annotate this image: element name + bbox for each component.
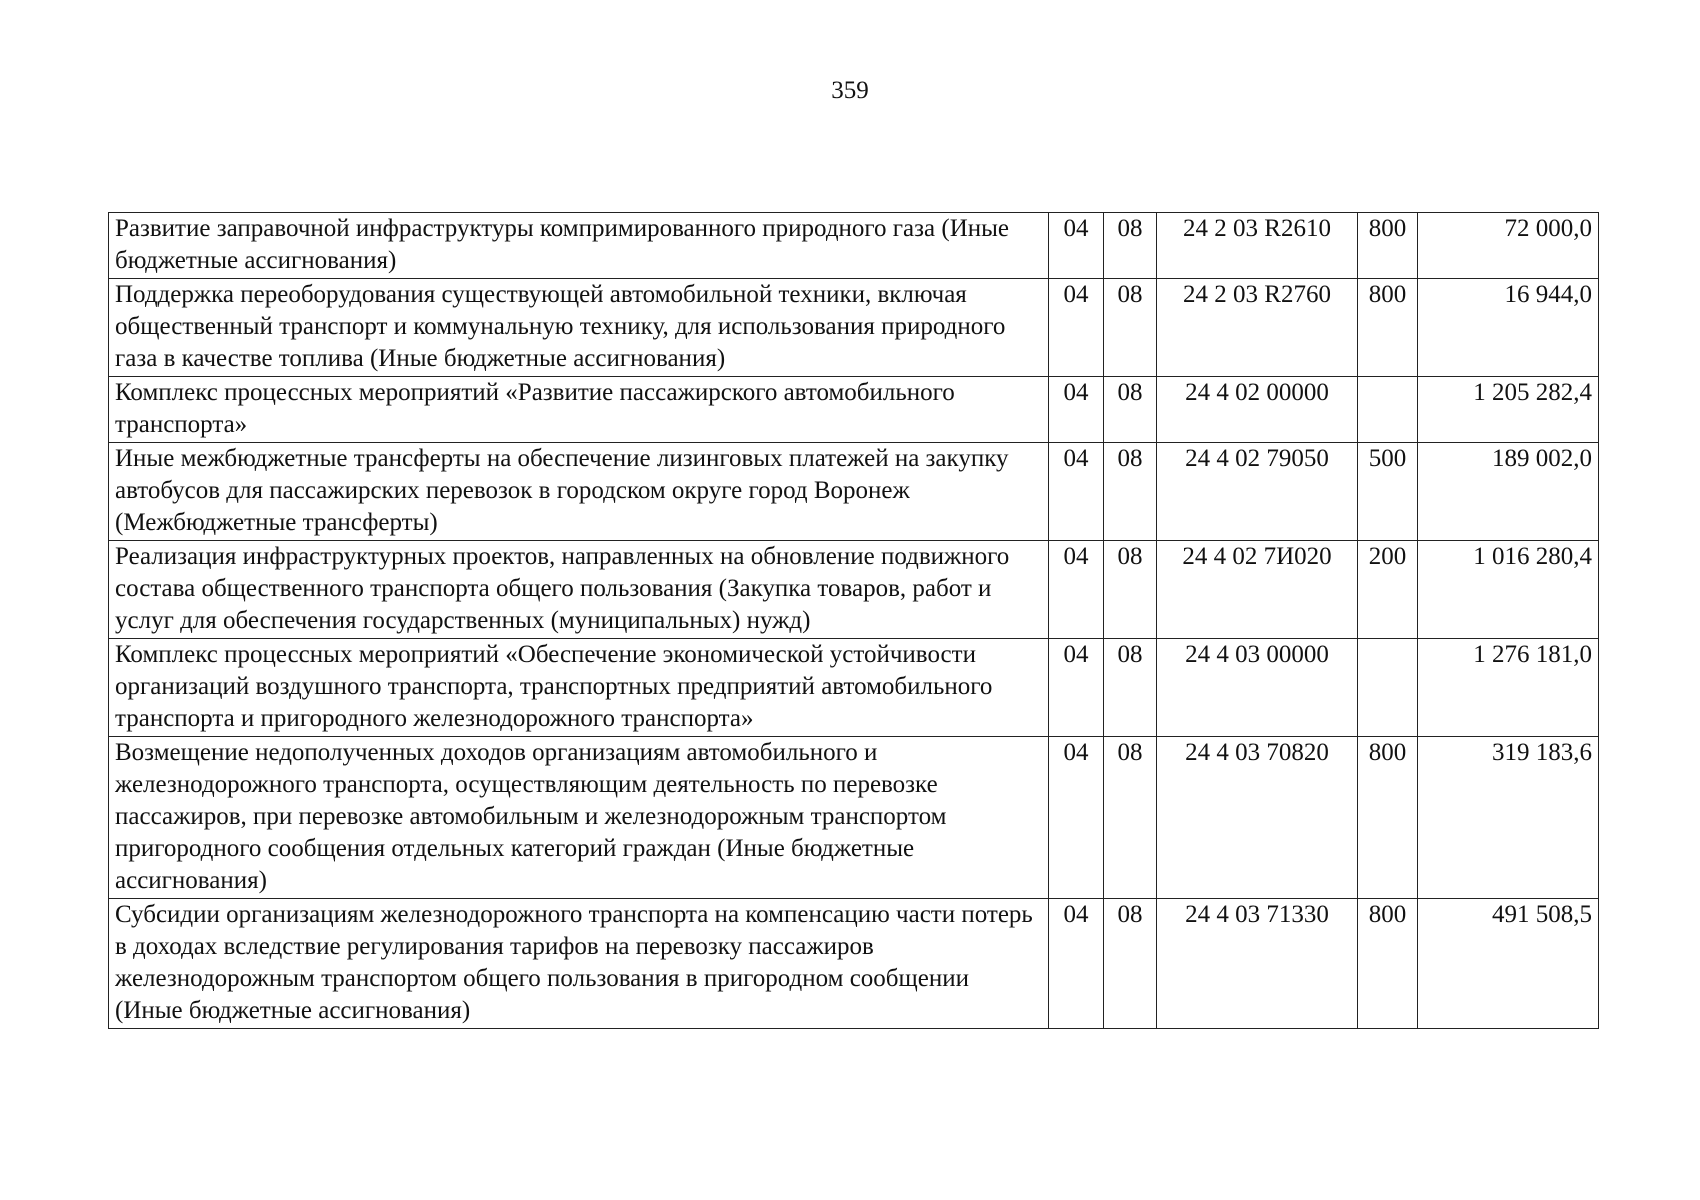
row-subsection-code: 08 <box>1104 213 1157 279</box>
row-subsection-code: 08 <box>1104 279 1157 377</box>
row-section-code: 04 <box>1049 377 1104 443</box>
row-expense-type-code: 800 <box>1358 279 1418 377</box>
row-amount: 1 276 181,0 <box>1418 639 1599 737</box>
row-target-article-code: 24 2 03 R2610 <box>1157 213 1358 279</box>
table-row <box>109 541 1599 639</box>
row-name: Субсидии организациям железнодорожного транспорта на компенсацию части потерь в доходах вследствие регулирования тарифов на перевозку пассажиров железнодорожным транспортом общего пользования в пригородном сообщении (Иные бюджетные ассигнования) <box>109 899 1049 1029</box>
row-target-article-code: 24 4 02 7И020 <box>1157 541 1358 639</box>
row-amount: 16 944,0 <box>1418 279 1599 377</box>
row-section-code: 04 <box>1049 899 1104 1029</box>
row-expense-type-code: 800 <box>1358 899 1418 1029</box>
row-section-code: 04 <box>1049 213 1104 279</box>
row-subsection-code: 08 <box>1104 737 1157 899</box>
table-row <box>109 213 1599 279</box>
budget-table <box>108 212 1599 1029</box>
row-amount: 1 016 280,4 <box>1418 541 1599 639</box>
row-name: Реализация инфраструктурных проектов, направленных на обновление подвижного состава общественного транспорта общего пользования (Закупка товаров, работ и услуг для обеспечения государственных (муниципальных) нужд) <box>109 541 1049 639</box>
row-name: Комплекс процессных мероприятий «Обеспечение экономической устойчивости организаций воздушного транспорта, транспортных предприятий автомобильного транспорта и пригородного железнодорожного транспорта» <box>109 639 1049 737</box>
row-target-article-code: 24 4 03 71330 <box>1157 899 1358 1029</box>
row-section-code: 04 <box>1049 541 1104 639</box>
table-row <box>109 639 1599 737</box>
row-subsection-code: 08 <box>1104 443 1157 541</box>
row-subsection-code: 08 <box>1104 377 1157 443</box>
row-name: Развитие заправочной инфраструктуры компримированного природного газа (Иные бюджетные ассигнования) <box>109 213 1049 279</box>
table-row <box>109 899 1599 1029</box>
row-target-article-code: 24 4 03 00000 <box>1157 639 1358 737</box>
row-name: Возмещение недополученных доходов организациям автомобильного и железнодорожного транспорта, осуществляющим деятельность по перевозке пассажиров, при перевозке автомобильным и железнодорожным транспортом пригородного сообщения отдельных категорий граждан (Иные бюджетные ассигнования) <box>109 737 1049 899</box>
row-expense-type-code: 500 <box>1358 443 1418 541</box>
row-expense-type-code <box>1358 377 1418 443</box>
row-subsection-code: 08 <box>1104 639 1157 737</box>
row-name: Комплекс процессных мероприятий «Развитие пассажирского автомобильного транспорта» <box>109 377 1049 443</box>
row-section-code: 04 <box>1049 639 1104 737</box>
table-row <box>109 279 1599 377</box>
row-subsection-code: 08 <box>1104 541 1157 639</box>
row-section-code: 04 <box>1049 737 1104 899</box>
row-target-article-code: 24 2 03 R2760 <box>1157 279 1358 377</box>
row-amount: 72 000,0 <box>1418 213 1599 279</box>
row-section-code: 04 <box>1049 279 1104 377</box>
row-amount: 189 002,0 <box>1418 443 1599 541</box>
row-target-article-code: 24 4 03 70820 <box>1157 737 1358 899</box>
row-name: Иные межбюджетные трансферты на обеспечение лизинговых платежей на закупку автобусов для пассажирских перевозок в городском округе город Воронеж (Межбюджетные трансферты) <box>109 443 1049 541</box>
row-expense-type-code <box>1358 639 1418 737</box>
row-amount: 1 205 282,4 <box>1418 377 1599 443</box>
row-target-article-code: 24 4 02 79050 <box>1157 443 1358 541</box>
row-expense-type-code: 800 <box>1358 213 1418 279</box>
row-amount: 319 183,6 <box>1418 737 1599 899</box>
row-subsection-code: 08 <box>1104 899 1157 1029</box>
row-expense-type-code: 200 <box>1358 541 1418 639</box>
table-row <box>109 737 1599 899</box>
table-row <box>109 443 1599 541</box>
page-number: 359 <box>831 77 869 104</box>
row-target-article-code: 24 4 02 00000 <box>1157 377 1358 443</box>
table-row <box>109 377 1599 443</box>
row-section-code: 04 <box>1049 443 1104 541</box>
row-amount: 491 508,5 <box>1418 899 1599 1029</box>
row-expense-type-code: 800 <box>1358 737 1418 899</box>
row-name: Поддержка переоборудования существующей автомобильной техники, включая общественный транспорт и коммунальную технику, для использования природного газа в качестве топлива (Иные бюджетные ассигнования) <box>109 279 1049 377</box>
